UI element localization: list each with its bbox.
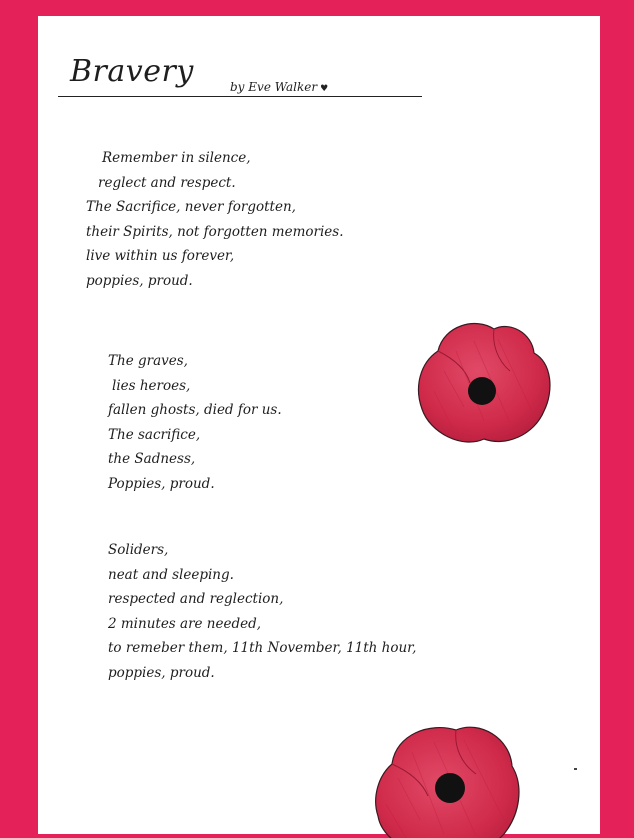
poem-title: Bravery	[70, 54, 194, 89]
byline	[230, 80, 328, 94]
poem-line: respected and reglection,	[108, 591, 284, 607]
poppy-icon	[414, 311, 554, 451]
poem-line: their Spirits, not forgotten memories.	[86, 223, 344, 240]
title-underline	[58, 96, 422, 97]
author-name: by Eve Walker	[230, 80, 318, 94]
poem-line: live within us forever,	[86, 248, 235, 264]
poem-page	[38, 16, 600, 834]
poem-line: reglect and respect.	[98, 174, 236, 191]
poem-line: poppies, proud.	[86, 272, 193, 289]
poem-line: Remember in silence,	[102, 150, 251, 166]
poem-line: Poppies, proud.	[108, 475, 215, 492]
poem-line: neat and sleeping.	[108, 566, 234, 583]
poem-line: lies heroes,	[112, 377, 191, 394]
poem-line: fallen ghosts, died for us.	[108, 402, 282, 418]
heart-icon: ♥	[320, 84, 329, 94]
poem-line: The graves,	[108, 353, 188, 369]
stanza-3	[108, 538, 416, 685]
poem-line: poppies, proud.	[108, 664, 215, 681]
poem-line: The Sacrifice, never forgotten,	[86, 199, 296, 215]
poem-line: Soliders,	[108, 542, 169, 558]
poem-line: the Sadness,	[108, 451, 196, 467]
poem-line: 2 minutes are needed,	[108, 615, 262, 632]
poppy-icon	[372, 716, 522, 838]
stanza-2	[108, 349, 282, 496]
stanza-1	[86, 146, 344, 293]
paper-speck	[574, 768, 577, 770]
poem-line: The sacrifice,	[108, 426, 201, 443]
poem-line: to remeber them, 11th November, 11th hour,	[108, 640, 417, 656]
